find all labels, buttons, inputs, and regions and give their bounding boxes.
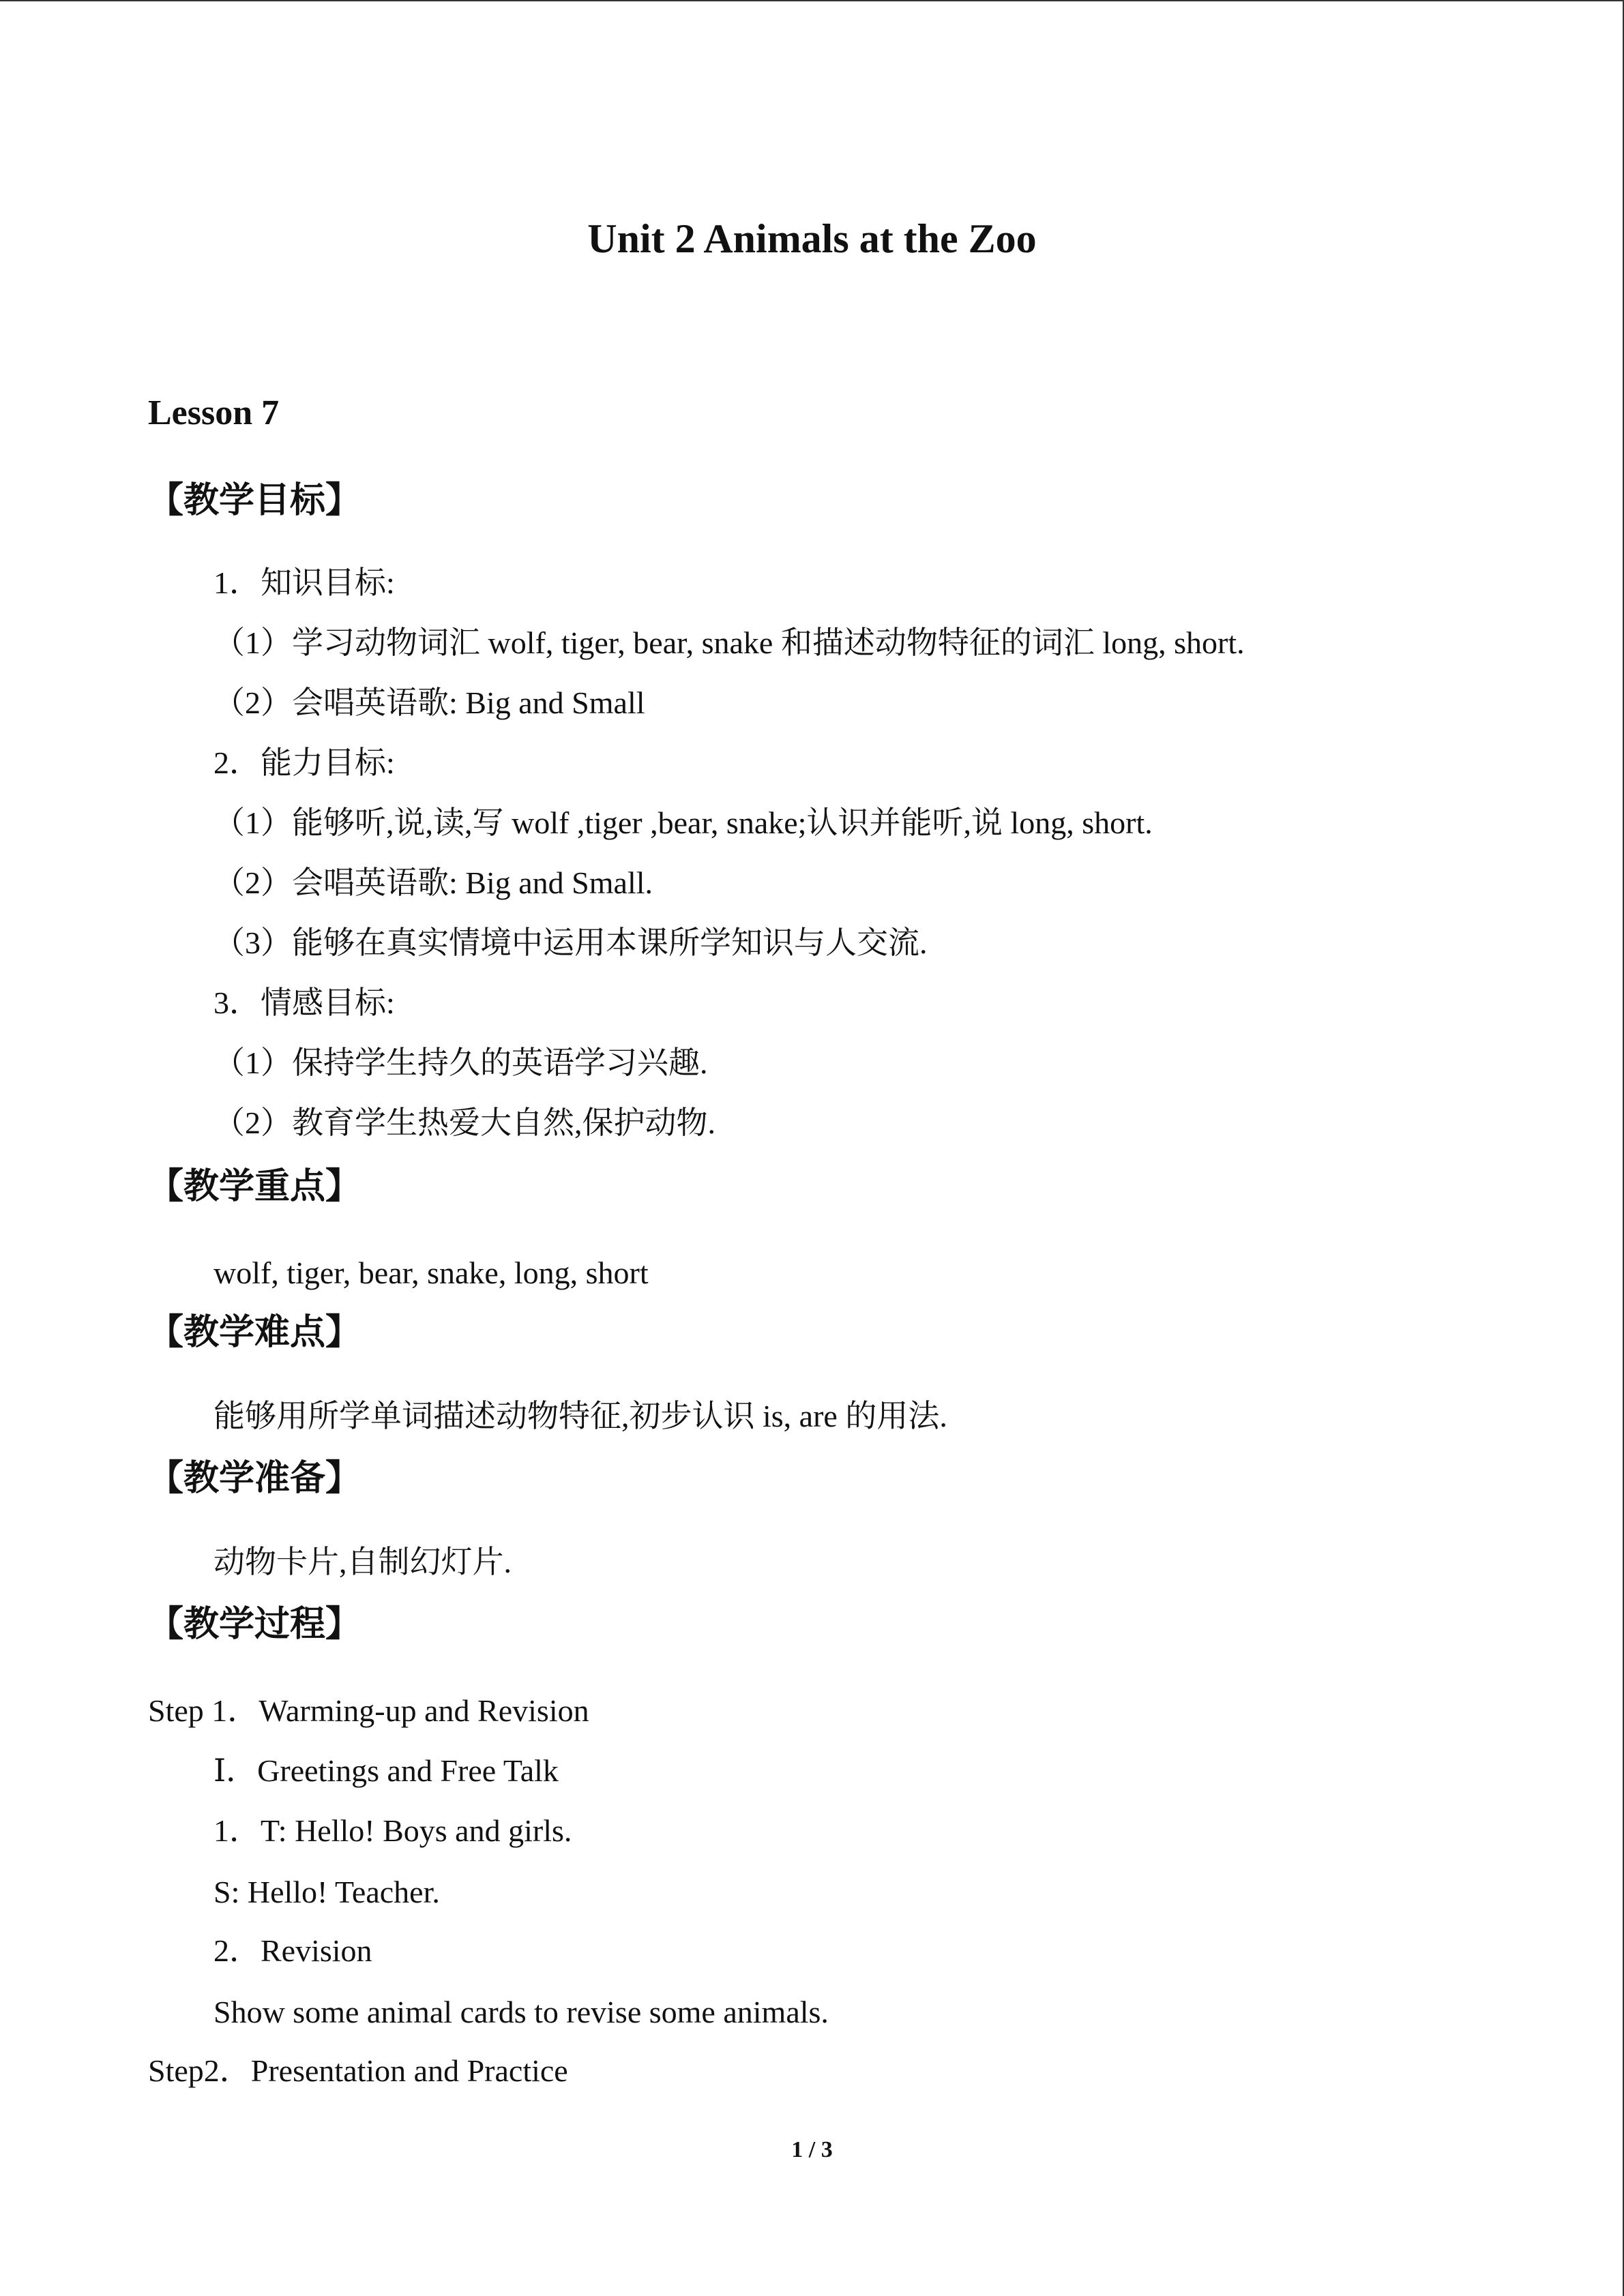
step-2-heading: Step2．Presentation and Practice [148, 2053, 568, 2088]
key-points-text: wolf, tiger, bear, snake, long, short [213, 1255, 649, 1290]
emotion-objective-2: （2）教育学生热爱大自然,保护动物. [213, 1105, 715, 1140]
step-1-item-1-reply: S: Hello! Teacher. [213, 1875, 440, 1909]
step-1-heading: Step 1．Warming-up and Revision [148, 1693, 589, 1728]
step-1-item-2: 2．Revision [213, 1933, 372, 1968]
document-title: Unit 2 Animals at the Zoo [587, 216, 1037, 261]
section-heading-objectives: 【教学目标】 [148, 480, 361, 521]
emotion-objective-heading: 3．情感目标: [213, 985, 395, 1020]
ability-objective-2: （2）会唱英语歌: Big and Small. [213, 865, 653, 900]
knowledge-objective-heading: 1．知识目标: [213, 565, 395, 600]
ability-objective-heading: 2．能力目标: [213, 745, 395, 780]
section-heading-key-points: 【教学重点】 [148, 1166, 361, 1207]
section-heading-difficulties: 【教学难点】 [148, 1312, 361, 1353]
ability-objective-1: （1）能够听,说,读,写 wolf ,tiger ,bear, snake;认识并能听,说 long, short. [213, 805, 1153, 840]
step-1-subheading: Ⅰ．Greetings and Free Talk [213, 1753, 559, 1788]
section-heading-preparation: 【教学准备】 [148, 1458, 361, 1499]
knowledge-objective-1: （1）学习动物词汇 wolf, tiger, bear, snake 和描述动物特征的词汇 long, short. [213, 625, 1245, 660]
page-number: 1 / 3 [791, 2137, 833, 2162]
section-heading-process: 【教学过程】 [148, 1604, 361, 1645]
step-1-item-2-text: Show some animal cards to revise some animals. [213, 1995, 829, 2029]
knowledge-objective-2: （2）会唱英语歌: Big and Small [213, 685, 645, 720]
preparation-text: 动物卡片,自制幻灯片. [213, 1545, 512, 1579]
lesson-heading: Lesson 7 [148, 393, 280, 432]
ability-objective-3: （3）能够在真实情境中运用本课所学知识与人交流. [213, 925, 928, 960]
step-1-item-1: 1．T: Hello! Boys and girls. [213, 1813, 572, 1848]
difficulties-text: 能够用所学单词描述动物特征,初步认识 is, are 的用法. [213, 1399, 947, 1433]
emotion-objective-1: （1）保持学生持久的英语学习兴趣. [213, 1045, 708, 1080]
